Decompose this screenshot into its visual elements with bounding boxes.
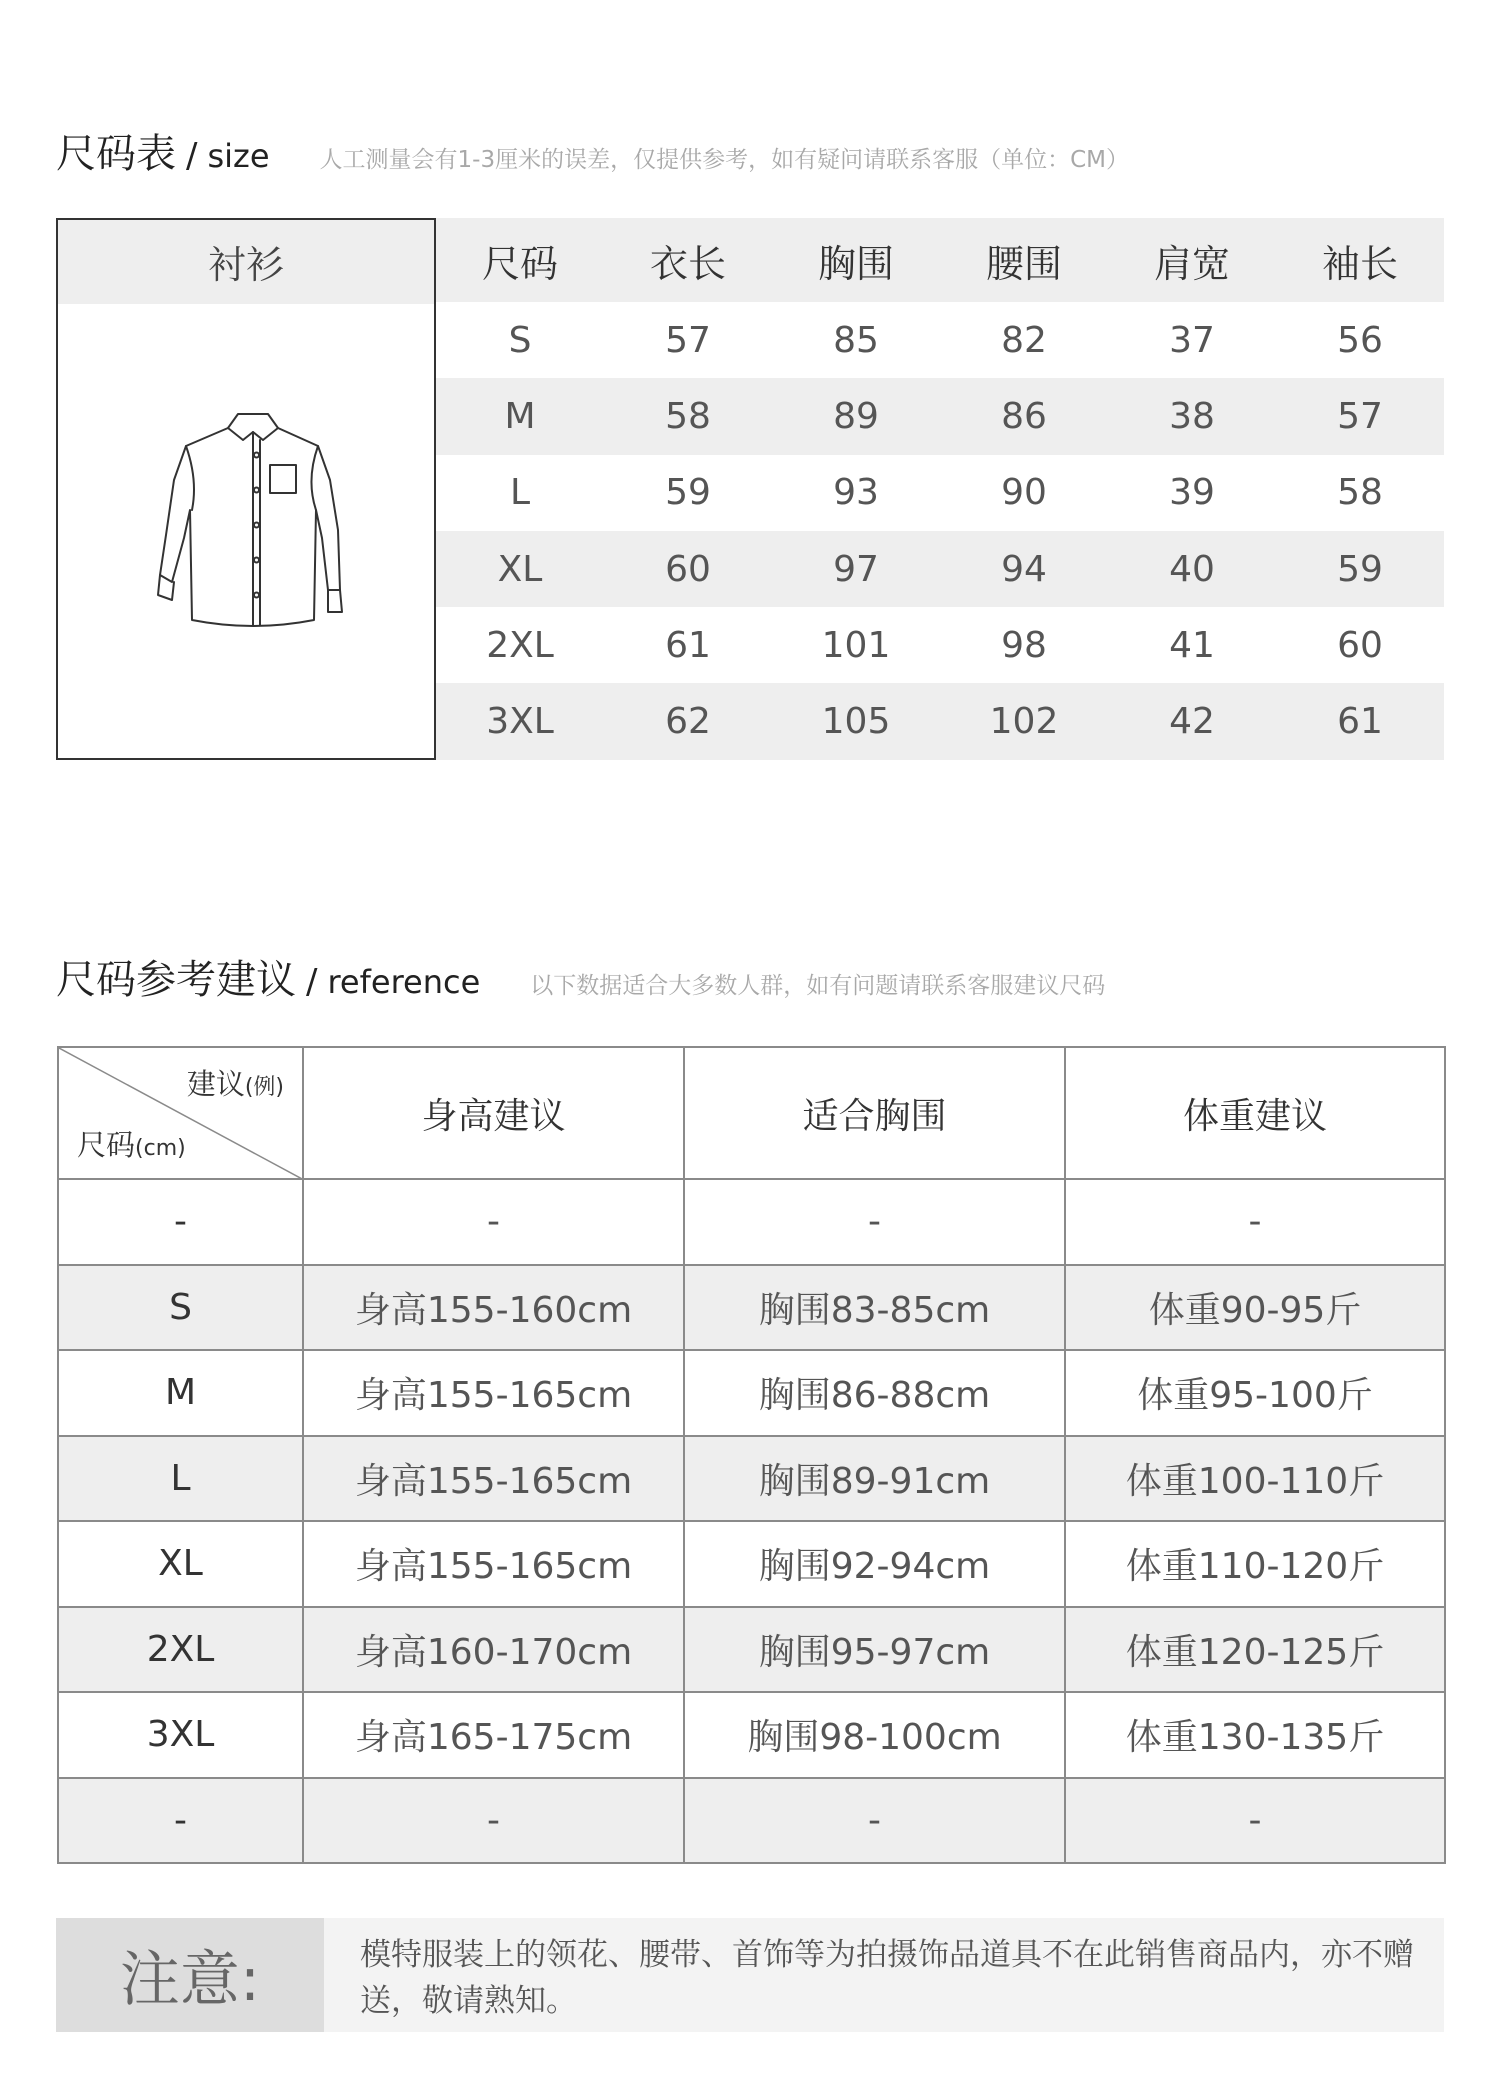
reference-value-cell: 体重95-100斤 [1065, 1350, 1445, 1436]
reference-section-slash: / [306, 962, 318, 1002]
reference-value-cell: 胸围98-100cm [684, 1692, 1065, 1778]
notice-label: 注意: [56, 1918, 324, 2032]
reference-value-cell: 体重120-125斤 [1065, 1607, 1445, 1693]
reference-row [58, 1692, 1445, 1778]
reference-size-cell: XL [58, 1521, 303, 1607]
size-table-row [436, 683, 1444, 759]
reference-value-cell: - [684, 1778, 1065, 1864]
reference-value-cell: 身高165-175cm [303, 1692, 684, 1778]
size-value-cell: 89 [772, 378, 940, 454]
reference-value-cell: - [1065, 1778, 1445, 1864]
size-value-cell: 93 [833, 472, 879, 514]
reference-size-cell: 3XL [58, 1692, 303, 1778]
reference-row [58, 1436, 1445, 1522]
size-value-cell: 102 [940, 683, 1108, 759]
reference-size-cell: S [58, 1265, 303, 1351]
reference-value-cell: 体重100-110斤 [1065, 1436, 1445, 1522]
reference-value-cell: - [303, 1778, 684, 1864]
reference-value-cell: - [1065, 1179, 1445, 1265]
size-value-cell: 57 [1276, 378, 1444, 454]
size-value-cell: 61 [665, 624, 711, 666]
reference-value-cell: 身高155-165cm [303, 1350, 684, 1436]
size-table-header-cell: 衣长 [604, 218, 772, 302]
corner-top-label [187, 1062, 284, 1103]
reference-value-cell: - [303, 1179, 684, 1265]
size-table-header-row [436, 218, 1444, 302]
size-value-cell: 85 [833, 319, 879, 361]
size-section-header [56, 122, 1129, 179]
size-table-header-cell: 胸围 [772, 218, 940, 302]
size-value-cell: 86 [940, 378, 1108, 454]
reference-value-cell: 身高155-165cm [303, 1436, 684, 1522]
notice-text: 模特服装上的领花、腰带、首饰等为拍摄饰品道具不在此销售商品内，亦不赠送，敬请熟知。 [360, 1937, 1414, 2019]
size-table-row [436, 302, 1444, 378]
size-section-title-en: size [207, 137, 270, 175]
reference-value-cell: 体重130-135斤 [1065, 1692, 1445, 1778]
reference-header-cell: 体重建议 [1065, 1047, 1445, 1179]
size-value-cell: 56 [1337, 319, 1383, 361]
size-table-row [436, 378, 1444, 454]
reference-value-cell: 体重110-120斤 [1065, 1521, 1445, 1607]
reference-value-cell: 胸围83-85cm [684, 1265, 1065, 1351]
corner-bottom-text: 尺码 [77, 1128, 136, 1162]
size-table [436, 218, 1444, 760]
size-value-cell: 37 [1169, 319, 1215, 361]
size-section-slash: / [186, 136, 198, 176]
reference-row [58, 1265, 1445, 1351]
reference-value-cell: 身高155-160cm [303, 1265, 684, 1351]
size-value-cell: 62 [604, 683, 772, 759]
size-table-row [436, 531, 1444, 607]
reference-section-title: 尺码参考建议 [56, 957, 296, 1003]
size-label-cell: S [508, 319, 532, 361]
size-table-header-cell: 尺码 [436, 218, 604, 302]
reference-table-header-row [58, 1047, 1445, 1179]
corner-top-text: 建议 [186, 1067, 245, 1101]
size-value-cell: 59 [665, 472, 711, 514]
size-table-header-cell: 腰围 [940, 218, 1108, 302]
corner-bottom-unit: (cm) [135, 1136, 186, 1161]
size-value-cell: 42 [1108, 683, 1276, 759]
size-value-cell: 60 [604, 531, 772, 607]
size-value-cell: 101 [821, 624, 891, 666]
size-value-cell: 58 [1337, 472, 1383, 514]
reference-row [58, 1607, 1445, 1693]
reference-value-cell: 体重90-95斤 [1065, 1265, 1445, 1351]
reference-size-cell: - [58, 1778, 303, 1864]
size-value-cell: 60 [1337, 624, 1383, 666]
size-value-cell: 57 [665, 319, 711, 361]
size-table-row [436, 455, 1444, 531]
size-label-cell: L [509, 472, 531, 514]
reference-value-cell: 胸围95-97cm [684, 1607, 1065, 1693]
reference-row [58, 1778, 1445, 1864]
reference-size-cell: L [58, 1436, 303, 1522]
size-value-cell: 61 [1276, 683, 1444, 759]
size-table-row [436, 607, 1444, 683]
size-value-cell: 98 [1001, 624, 1047, 666]
size-table-header-cell: 袖长 [1276, 218, 1444, 302]
size-label-cell: XL [436, 531, 604, 607]
reference-value-cell: - [684, 1179, 1065, 1265]
reference-size-cell: M [58, 1350, 303, 1436]
size-value-cell: 105 [772, 683, 940, 759]
reference-header-cell: 身高建议 [303, 1047, 684, 1179]
shirt-illustration-icon [138, 410, 368, 660]
size-value-cell: 59 [1276, 531, 1444, 607]
corner-top-unit: (例) [244, 1075, 284, 1100]
size-label-cell: 2XL [486, 624, 554, 666]
reference-corner-cell [58, 1047, 303, 1179]
reference-table [57, 1046, 1446, 1864]
size-value-cell: 38 [1108, 378, 1276, 454]
reference-row [58, 1179, 1445, 1265]
size-value-cell: 90 [1001, 472, 1047, 514]
size-section-title: 尺码表 [56, 131, 176, 177]
reference-header-cell: 适合胸围 [684, 1047, 1065, 1179]
reference-value-cell: 身高160-170cm [303, 1607, 684, 1693]
size-label-cell: M [436, 378, 604, 454]
reference-size-cell: 2XL [58, 1607, 303, 1693]
size-label-cell: 3XL [436, 683, 604, 759]
size-table-header-cell: 肩宽 [1108, 218, 1276, 302]
size-chart [56, 218, 1444, 760]
reference-section-header [56, 948, 1105, 1005]
reference-value-cell: 身高155-165cm [303, 1521, 684, 1607]
reference-row [58, 1350, 1445, 1436]
reference-value-cell: 胸围89-91cm [684, 1436, 1065, 1522]
size-value-cell: 58 [604, 378, 772, 454]
size-value-cell: 40 [1108, 531, 1276, 607]
reference-section-note: 以下数据适合大多数人群，如有问题请联系客服建议尺码 [530, 973, 1106, 999]
garment-panel [56, 218, 436, 760]
size-value-cell: 82 [1001, 319, 1047, 361]
garment-label: 衬衫 [58, 220, 434, 304]
size-value-cell: 39 [1169, 472, 1215, 514]
size-value-cell: 41 [1169, 624, 1215, 666]
size-value-cell: 97 [772, 531, 940, 607]
size-value-cell: 94 [940, 531, 1108, 607]
corner-bottom-label [77, 1123, 186, 1164]
reference-value-cell: 胸围92-94cm [684, 1521, 1065, 1607]
reference-size-cell: - [58, 1179, 303, 1265]
size-section-note: 人工测量会有1-3厘米的误差，仅提供参考，如有疑问请联系客服（单位：CM） [319, 147, 1129, 173]
reference-value-cell: 胸围86-88cm [684, 1350, 1065, 1436]
notice-banner [56, 1918, 1444, 2032]
reference-row [58, 1521, 1445, 1607]
reference-section-title-en: reference [327, 963, 481, 1001]
